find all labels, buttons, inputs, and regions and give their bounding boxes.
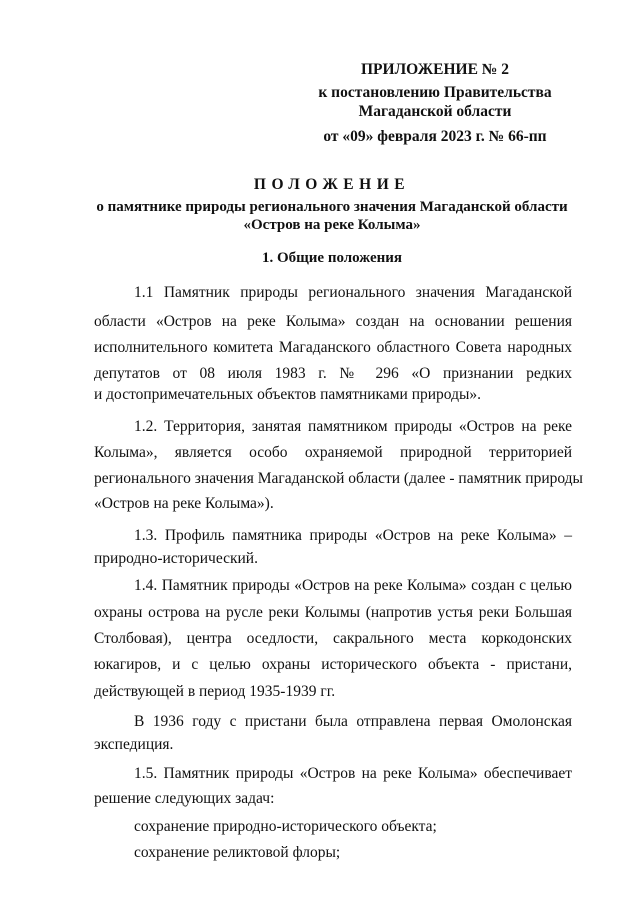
body-line: депутатов от 08 июля 1983 г. № 296 «О признании редких: [94, 365, 572, 382]
body-line: Столбовая), центра оседлости, сакрального места коркодонских: [94, 630, 572, 647]
body-line: 1.2. Территория, занятая памятником природы «Остров на реке: [134, 418, 572, 435]
body-line: решение следующих задач:: [94, 790, 275, 807]
body-line: 1.1 Памятник природы регионального значения Магаданской: [134, 284, 572, 301]
body-line: исполнительного комитета Магаданского областного Совета народных: [94, 339, 572, 356]
body-line: 1.4. Памятник природы «Остров на реке Колыма» создан с целью: [134, 577, 572, 594]
body-line: сохранение реликтовой флоры;: [134, 844, 341, 861]
body-line: и достопримечательных объектов памятниками природы».: [94, 386, 482, 403]
body-line: области «Остров на реке Колыма» создан на основании решения: [94, 313, 572, 330]
document-header: [70, 175, 594, 234]
body-line: охраны острова на русле реки Колымы (напротив устья реки Большая: [94, 604, 572, 621]
body-line: Колыма», является особо охраняемой природной территорией: [94, 444, 572, 461]
body-line: 1.5. Памятник природы «Остров на реке Колыма» обеспечивает: [134, 765, 572, 782]
section-title: 1. Общие положения: [261, 250, 403, 266]
document-subtitle-line-2: «Остров на реке Колыма»: [243, 217, 421, 233]
body-line: сохранение природно-исторического объекта;: [134, 818, 437, 835]
appendix-block: [300, 60, 570, 146]
appendix-line-1: к постановлению Правительства: [318, 84, 552, 101]
appendix-title: ПРИЛОЖЕНИЕ № 2: [361, 61, 509, 78]
body-line: В 1936 году с пристани была отправлена первая Омолонская: [134, 713, 572, 730]
appendix-line-2: Магаданской области: [358, 103, 512, 120]
document-title: ПОЛОЖЕНИЕ: [253, 176, 411, 193]
body-line: экспедиция.: [94, 736, 174, 753]
body-line: действующей в период 1935-1939 гг.: [94, 683, 336, 700]
body-line: природно-исторический.: [94, 550, 258, 567]
body-line: регионального значения Магаданской области (далее - памятник природы: [94, 470, 583, 487]
body-line: «Остров на реке Колыма»).: [94, 495, 274, 512]
body-line: юкагиров, и с целью охраны исторического объекта - пристани,: [94, 656, 572, 673]
document-subtitle-line-1: о памятнике природы регионального значения Магаданской области: [96, 199, 568, 215]
body-line: 1.3. Профиль памятника природы «Остров на реке Колыма» –: [134, 527, 572, 544]
appendix-date: от «09» февраля 2023 г. № 66-пп: [323, 128, 547, 145]
